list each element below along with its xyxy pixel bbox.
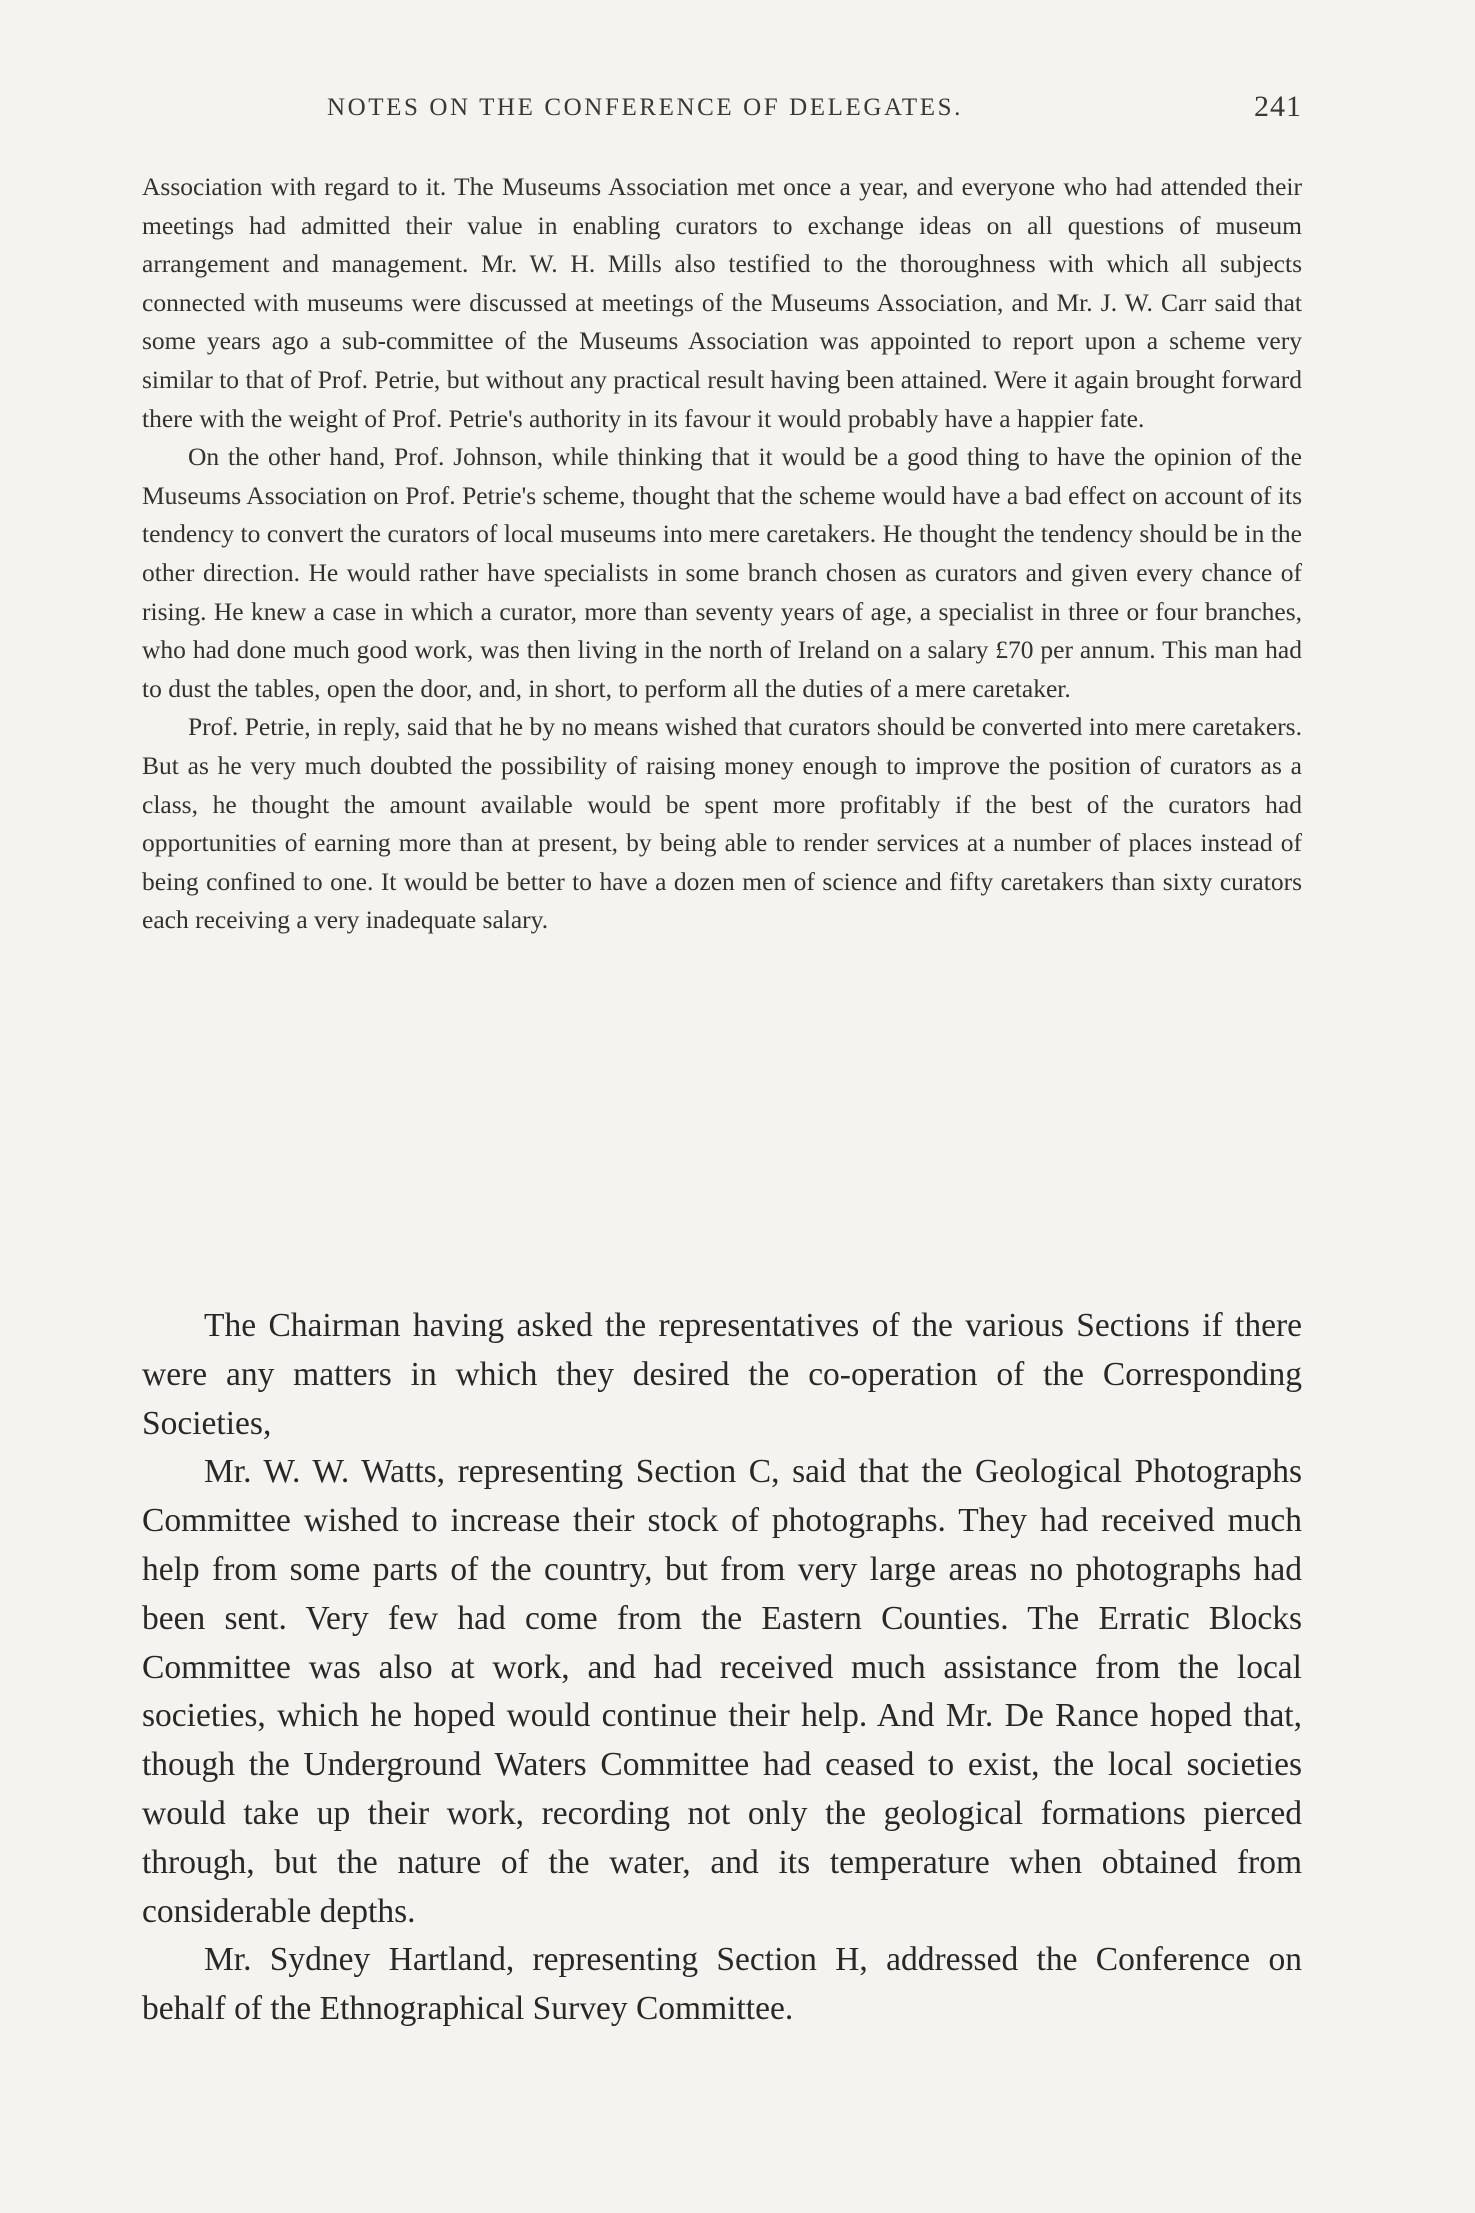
paragraph-mr-hartland: Mr. Sydney Hartland, representing Section H, addressed the Conference on behalf of the Ethnographical Survey Committee.	[142, 1941, 1302, 2028]
discussion-text-large	[142, 1302, 1302, 2034]
paragraph-chairman: The Chairman having asked the representatives of the various Sections if there were any matters in which they desired the co-operation of the Corresponding Societies,	[142, 1307, 1302, 1442]
discussion-text-small	[142, 168, 1302, 940]
paragraph-prof-petrie-reply: Prof. Petrie, in reply, said that he by no means wished that curators should be converted into mere caretakers. But as he very much doubted the possibility of raising money enough to improve the position of curators as a class, he thought the amount available would be spent more profitably if the best of the curators had opportunities of earning more than at present, by being able to render services at a number of places instead of being confined to one. It would be better to have a dozen men of science and fifty caretakers than sixty curators each receiving a very inadequate salary.	[142, 712, 1302, 935]
running-head: NOTES ON THE CONFERENCE OF DELEGATES.	[327, 94, 964, 121]
paragraph-museums-association: Association with regard to it. The Museums Association met once a year, and everyone who had attended their meetings had admitted their value in enabling curators to exchange ideas on all questions of museum arrangement and management. Mr. W. H. Mills also testified to the thoroughness with which all subjects connected with museums were discussed at meetings of the Museums Association, and Mr. J. W. Carr said that some years ago a sub-committee of the Museums Association was appointed to report upon a scheme very similar to that of Prof. Petrie, but without any practical result having been attained. Were it again brought forward there with the weight of Prof. Petrie's authority in its favour it would probably have a happier fate.	[142, 172, 1302, 433]
paragraph-prof-johnson: On the other hand, Prof. Johnson, while thinking that it would be a good thing to have the opinion of the Museums Association on Prof. Petrie's scheme, thought that the scheme would have a bad effect on account of its tendency to convert the curators of local museums into mere caretakers. He thought the tendency should be in the other direction. He would rather have specialists in some branch chosen as curators and given every chance of rising. He knew a case in which a curator, more than seventy years of age, a specialist in three or four branches, who had done much good work, was then living in the north of Ireland on a salary £70 per annum. This man had to dust the tables, open the door, and, in short, to perform all the duties of a mere caretaker.	[142, 442, 1302, 703]
page-header	[142, 90, 1302, 134]
page-number: 241	[1254, 90, 1302, 123]
paragraph-mr-watts: Mr. W. W. Watts, representing Section C, said that the Geological Photographs Committee wished to increase their stock of photographs. They had received much help from some parts of the country, but from very large areas no photographs had been sent. Very few had come from the Eastern Counties. The Erratic Blocks Committee was also at work, and had received much assistance from the local societies, which he hoped would continue their help. And Mr. De Rance hoped that, though the Underground Waters Committee had ceased to exist, the local societies would take up their work, recording not only the geological formations pierced through, but the nature of the water, and its temperature when obtained from considerable depths.	[142, 1453, 1302, 1930]
